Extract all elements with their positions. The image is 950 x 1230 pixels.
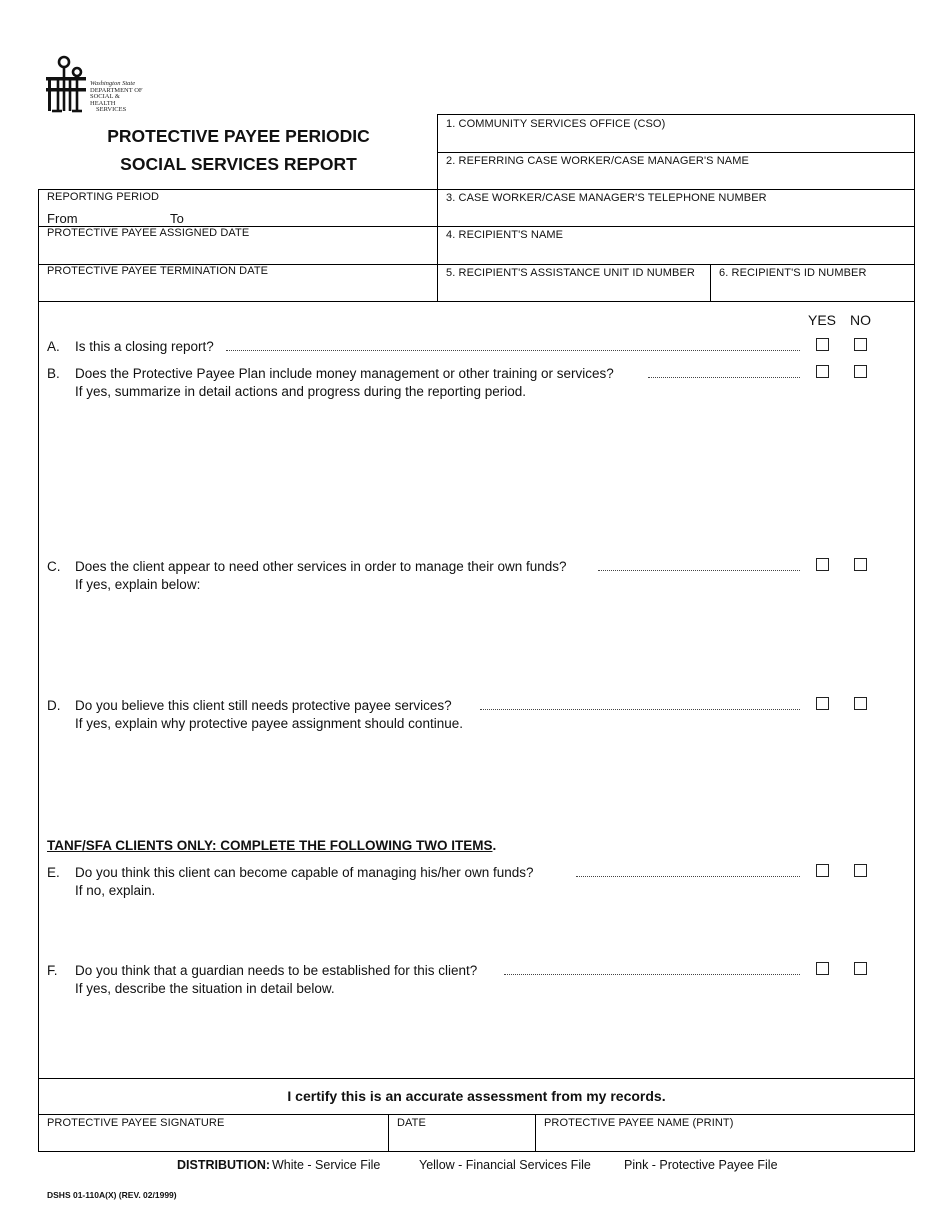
tanf-heading-text: TANF/SFA CLIENTS ONLY: COMPLETE THE FOLLOWING TWO ITEMS	[47, 838, 493, 853]
question-text: Does the client appear to need other services in order to manage their own funds?	[75, 559, 567, 574]
worker-phone-field[interactable]	[437, 189, 915, 227]
assigned-date-field[interactable]	[38, 226, 438, 265]
question-text: Do you think that a guardian needs to be established for this client?	[75, 963, 478, 978]
referring-worker-label: 2. REFERRING CASE WORKER/CASE MANAGER'S NAME	[446, 155, 749, 167]
agency-line-state: Washington State	[90, 80, 136, 87]
dot-leader	[480, 709, 800, 710]
question-b-yes-checkbox[interactable]	[816, 365, 829, 378]
question-letter: A.	[47, 339, 60, 354]
payee-name-field[interactable]	[535, 1114, 915, 1152]
question-letter: F.	[47, 963, 58, 978]
question-b-no-checkbox[interactable]	[854, 365, 867, 378]
question-d-no-checkbox[interactable]	[854, 697, 867, 710]
from-label: From	[47, 211, 78, 226]
assistance-unit-id-field[interactable]	[437, 264, 711, 302]
agency-line-social: SOCIAL & HEALTH	[90, 93, 120, 107]
tanf-heading	[47, 838, 496, 853]
agency-line-dept: DEPARTMENT OF	[90, 86, 143, 94]
question-f-instruction: If yes, describe the situation in detail below.	[75, 981, 335, 996]
payee-name-label: PROTECTIVE PAYEE NAME (PRINT)	[544, 1117, 734, 1129]
termination-date-field[interactable]	[38, 264, 438, 302]
distribution-label: DISTRIBUTION:	[177, 1158, 271, 1172]
tanf-heading-period: .	[492, 838, 497, 853]
question-e-no-checkbox[interactable]	[854, 864, 867, 877]
question-e-yes-checkbox[interactable]	[816, 864, 829, 877]
question-letter: E.	[47, 865, 60, 880]
form-title-line1: PROTECTIVE PAYEE PERIODIC	[107, 126, 370, 146]
question-f-no-checkbox[interactable]	[854, 962, 867, 975]
question-letter: C.	[47, 559, 61, 574]
agency-line-services: SERVICES	[96, 106, 127, 113]
date-label: DATE	[397, 1117, 426, 1129]
question-f-yes-checkbox[interactable]	[816, 962, 829, 975]
distribution-line	[177, 1158, 270, 1172]
question-a-no-checkbox[interactable]	[854, 338, 867, 351]
signature-field[interactable]	[38, 1114, 389, 1152]
question-b-instruction: If yes, summarize in detail actions and progress during the reporting period.	[75, 384, 526, 399]
question-c-no-checkbox[interactable]	[854, 558, 867, 571]
question-e-instruction: If no, explain.	[75, 883, 156, 898]
termination-date-label: PROTECTIVE PAYEE TERMINATION DATE	[47, 265, 269, 277]
distribution-pink: Pink - Protective Payee File	[624, 1158, 778, 1172]
question-letter: B.	[47, 366, 60, 381]
assistance-unit-id-label: 5. RECIPIENT'S ASSISTANCE UNIT ID NUMBER	[446, 267, 695, 279]
dot-leader	[226, 350, 800, 351]
question-text: Is this a closing report?	[75, 339, 214, 354]
dot-leader	[648, 377, 800, 378]
question-d-yes-checkbox[interactable]	[816, 697, 829, 710]
distribution-white: White - Service File	[272, 1158, 381, 1172]
certify-row	[38, 1078, 915, 1115]
reporting-period-label: REPORTING PERIOD	[47, 191, 160, 203]
agency-name	[90, 81, 144, 114]
referring-worker-field[interactable]	[437, 152, 915, 190]
question-c-yes-checkbox[interactable]	[816, 558, 829, 571]
recipient-id-field[interactable]	[710, 264, 915, 302]
question-c-instruction: If yes, explain below:	[75, 577, 201, 592]
distribution-yellow: Yellow - Financial Services File	[419, 1158, 591, 1172]
assigned-date-label: PROTECTIVE PAYEE ASSIGNED DATE	[47, 227, 250, 239]
certify-statement: I certify this is an accurate assessment from my records.	[287, 1088, 666, 1104]
worker-phone-label: 3. CASE WORKER/CASE MANAGER'S TELEPHONE NUMBER	[446, 192, 767, 204]
dot-leader	[576, 876, 800, 877]
to-label: To	[170, 211, 184, 226]
form-number: DSHS 01-110A(X) (REV. 02/1999)	[47, 1190, 177, 1200]
reporting-period-field[interactable]	[38, 189, 438, 227]
recipient-id-label: 6. RECIPIENT'S ID NUMBER	[719, 267, 867, 279]
question-d-instruction: If yes, explain why protective payee assignment should continue.	[75, 716, 463, 731]
cso-label: 1. COMMUNITY SERVICES OFFICE (CSO)	[446, 118, 666, 130]
question-text: Do you think this client can become capable of managing his/her own funds?	[75, 865, 534, 880]
no-column-header: NO	[850, 312, 871, 328]
date-field[interactable]	[388, 1114, 536, 1152]
yes-column-header: YES	[808, 312, 837, 328]
question-letter: D.	[47, 698, 61, 713]
cso-field[interactable]	[437, 114, 915, 153]
dot-leader	[598, 570, 800, 571]
form-title-line2: SOCIAL SERVICES REPORT	[120, 154, 357, 174]
recipient-name-label: 4. RECIPIENT'S NAME	[446, 229, 564, 241]
dot-leader	[504, 974, 800, 975]
question-text: Does the Protective Payee Plan include money management or other training or services?	[75, 366, 614, 381]
question-a-yes-checkbox[interactable]	[816, 338, 829, 351]
signature-label: PROTECTIVE PAYEE SIGNATURE	[47, 1117, 225, 1129]
dshs-logo	[44, 55, 144, 115]
question-text: Do you believe this client still needs protective payee services?	[75, 698, 452, 713]
recipient-name-field[interactable]	[437, 226, 915, 265]
